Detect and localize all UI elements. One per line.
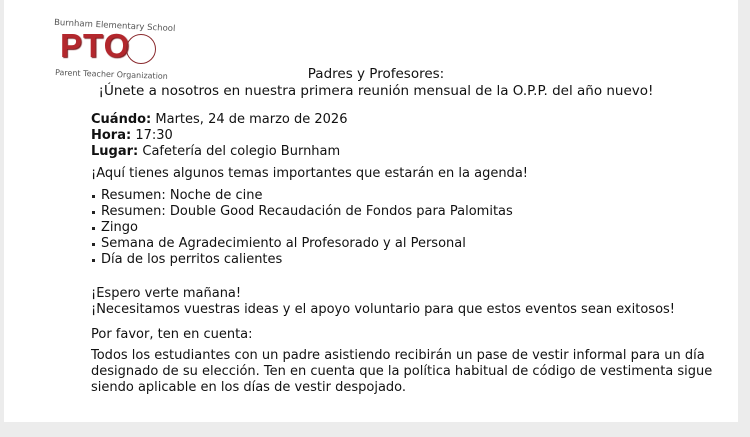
agenda-intro: ¡Aquí tienes algunos temas importantes que estarán en la agenda! (91, 166, 528, 181)
time-value: 17:30 (135, 128, 173, 143)
logo-org-name: Parent Teacher Organization (54, 68, 168, 81)
when-label: Cuándo: (91, 112, 152, 127)
place-value: Cafetería del colegio Burnham (142, 144, 341, 159)
when-value: Martes, 24 de marzo de 2026 (155, 112, 348, 127)
logo-school-name: Burnham Elementary School (53, 17, 176, 35)
invitation-title: ¡Únete a nosotros en nuestra primera reunión mensual de la O.P.P. del año nuevo! (98, 83, 654, 99)
note-label: Por favor, ten en cuenta: (91, 327, 253, 342)
closing-line-1: ¡Espero verte mañana! (91, 286, 242, 301)
time-row (91, 128, 731, 144)
flyer-content (91, 112, 731, 396)
agenda-list (91, 188, 731, 268)
logo-acronym: PTO (60, 27, 131, 64)
when-row (91, 112, 731, 128)
bowling-ball-icon (126, 34, 156, 64)
place-label: Lugar: (91, 144, 139, 159)
greeting: Padres y Profesores: (307, 66, 445, 82)
agenda-item: Día de los perritos calientes (91, 252, 731, 268)
closing-line-2: ¡Necesitamos vuestras ideas y el apoyo voluntario para que estos eventos sean exitosos! (91, 302, 676, 317)
note-text: Todos los estudiantes con un padre asistiendo recibirán un pase de vestir informal para un día designado de su elección. Ten en cuenta que la política habitual de código de vestimenta sigue siendo aplicable en los días de vestir despojado. (91, 348, 713, 395)
agenda-item: Resumen: Double Good Recaudación de Fondos para Palomitas (91, 204, 731, 220)
agenda-item: Zingo (91, 220, 731, 236)
flyer-page (4, 0, 738, 422)
place-row (91, 144, 731, 160)
time-label: Hora: (91, 128, 132, 143)
agenda-item: Resumen: Noche de cine (91, 188, 731, 204)
agenda-item: Semana de Agradecimiento al Profesorado y al Personal (91, 236, 731, 252)
